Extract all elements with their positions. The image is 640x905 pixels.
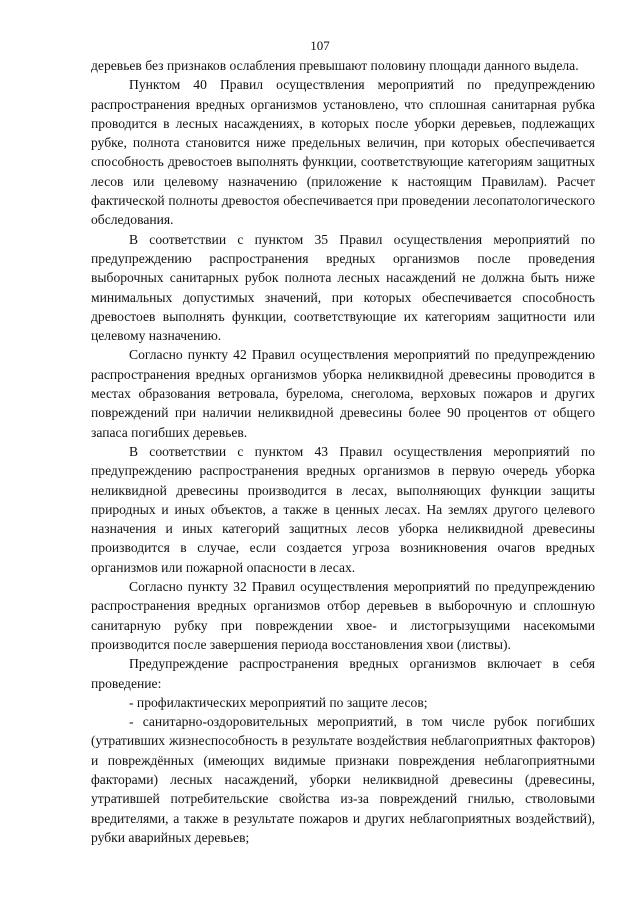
paragraph-clause-35: В соответствии с пунктом 35 Правил осуществления мероприятий по предупреждению распространения вредных организмов после проведения выборочных санитарных рубок полнота лесных насаждений не должна быть ниже минимальных допустимых значений, при которых обеспечивается способность древостоев выполнять функции, соответствующие их категориям защитности или целевому назначению. [91,231,595,344]
paragraph-clause-43: В соответствии с пунктом 43 Правил осуществления мероприятий по предупреждению распространения вредных организмов в первую очередь уборка неликвидной древесины производится в лесах, выполняющих функции защиты природных и иных объектов, а также в ценных лесах. На землях другого целевого назначения и иных категорий защитных лесов уборка неликвидной древесины производится в случае, если создается угроза возникновения очагов вредных организмов или пожарной опасности в лесах. [91,443,595,575]
paragraph-continuation: деревьев без признаков ослабления превышают половину площади данного выдела. [91,58,579,73]
document-body [91,56,595,847]
list-item-prophylactic: - профилактических мероприятий по защите лесов; [129,694,428,710]
paragraph-clause-40: Пунктом 40 Правил осуществления мероприятий по предупреждению распространения вредных организмов установлено, что сплошная санитарная рубка проводится в лесных насаждениях, в которых после уборки деревьев, подлежащих рубке, полнота становится ниже предельных величин, при которых обеспечивается способность древостоев выполнять функции, соответствующие категориям защитных лесов или целевому назначению (приложение к настоящим Правилам). Расчет фактической полноты древостоя обеспечивается при проведении лесопатологического обследования. [91,77,595,228]
list-item-sanitary: - санитарно-оздоровительных мероприятий, в том числе рубок погибших (утративших жизнеспособность в результате воздействия неблагоприятных факторов) и повреждённых (имеющих видимые признаки повреждения неблагоприятными факторами) лесных насаждений, уборки неликвидной древесины (древесины, утратившей потребительские свойства из-за повреждений гнилью, стволовыми вредителями, а также в результате пожаров и других неблагоприятных воздействий), рубки аварийных деревьев; [91,714,595,845]
page-number: 107 [310,38,330,53]
paragraph-clause-32: Согласно пункту 32 Правил осуществления мероприятий по предупреждению распространения вредных организмов отбор деревьев в выборочную и сплошную санитарную рубку при повреждении хвое- и листогрызущими насекомыми производится после завершения периода восстановления хвои (листвы). [91,579,595,652]
paragraph-prevention-intro: Предупреждение распространения вредных организмов включает в себя проведение: [91,656,595,691]
paragraph-clause-42: Согласно пункту 42 Правил осуществления мероприятий по предупреждению распространения вредных организмов уборка неликвидной древесины проводится в местах образования ветровала, бурелома, снеголома, верховых пожаров и других повреждений при наличии неликвидной древесины более 90 процентов от общего запаса погибших деревьев. [91,347,595,440]
